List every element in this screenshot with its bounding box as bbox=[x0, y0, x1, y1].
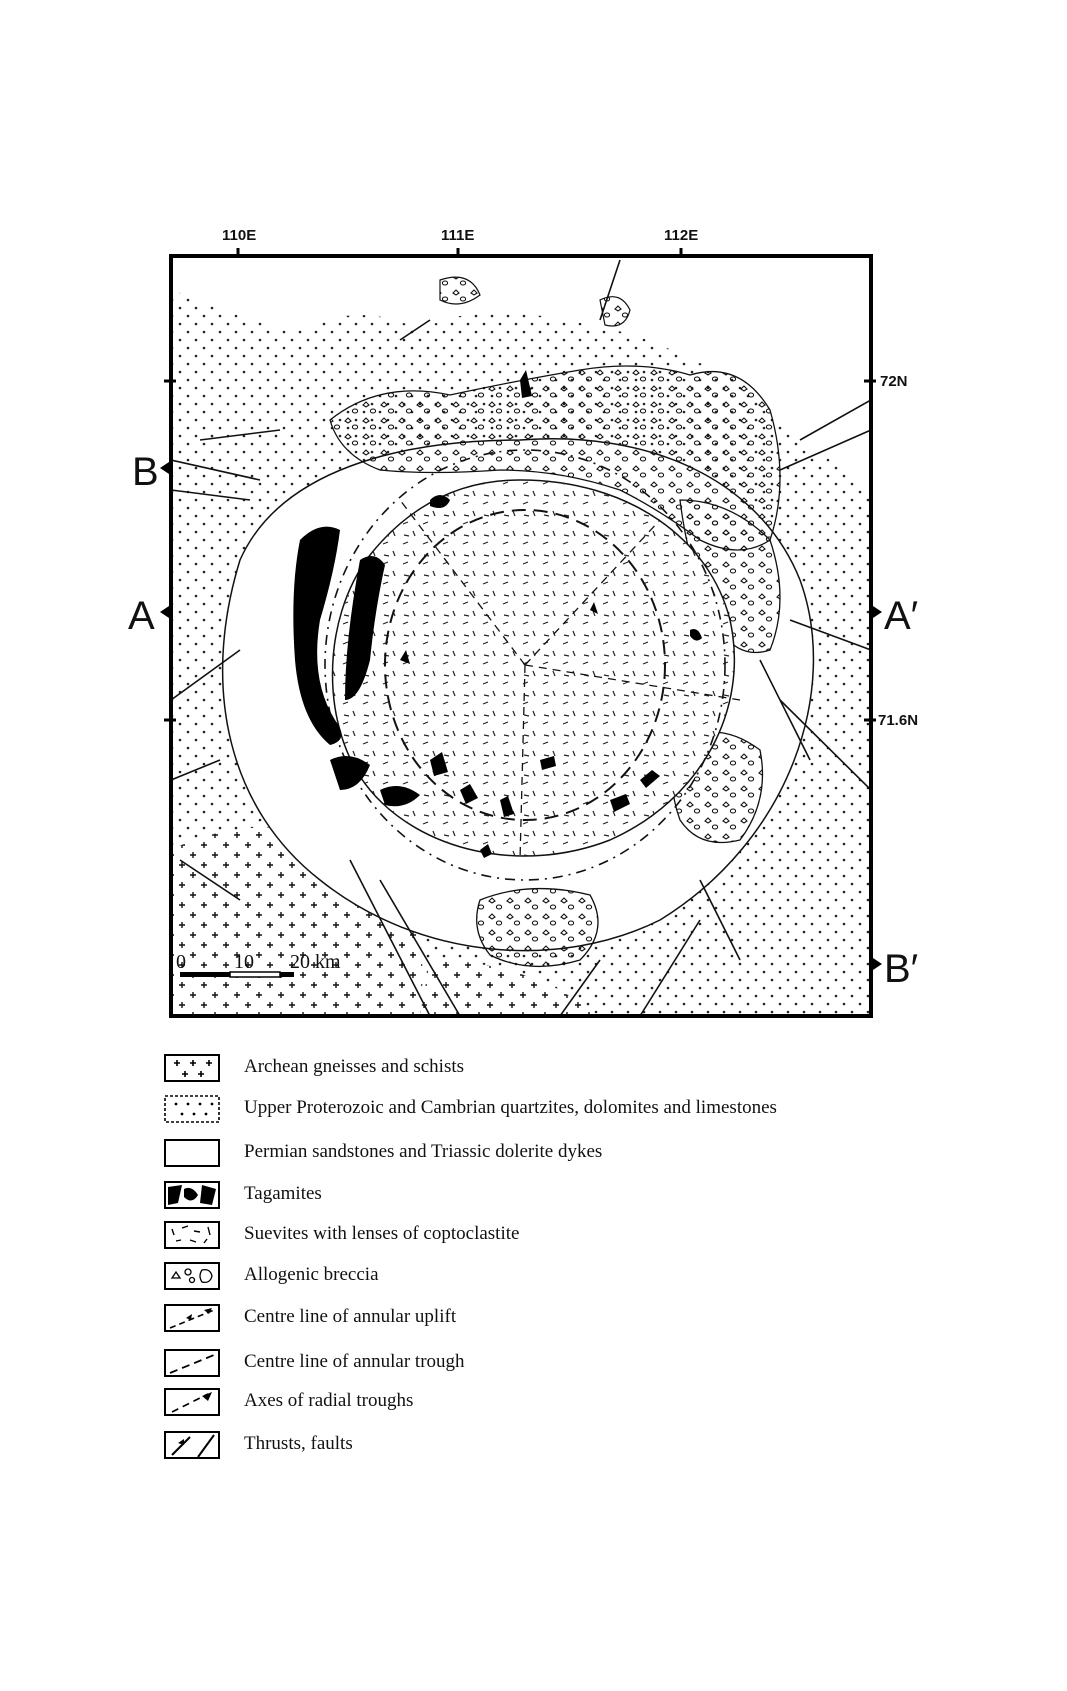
breccia-swatch-icon bbox=[164, 1262, 220, 1290]
scale-tick-0: 0 bbox=[176, 951, 186, 973]
breccia-south bbox=[477, 889, 598, 967]
archean-swatch-icon bbox=[164, 1054, 220, 1082]
lon-label-112: 112E bbox=[664, 227, 699, 244]
legend-label-breccia: Allogenic breccia bbox=[244, 1264, 379, 1285]
legend-label-uplift: Centre line of annular uplift bbox=[244, 1306, 457, 1327]
legend-item-trough bbox=[164, 1348, 465, 1378]
legend-item-breccia bbox=[164, 1261, 379, 1291]
permian-swatch-icon bbox=[164, 1139, 220, 1167]
legend-label-faults: Thrusts, faults bbox=[244, 1433, 353, 1454]
uplift-swatch-icon bbox=[164, 1304, 220, 1332]
longitude-graticule bbox=[222, 227, 698, 258]
legend-item-tagamites bbox=[164, 1180, 322, 1210]
faults-swatch-icon bbox=[164, 1431, 220, 1459]
legend-label-trough: Centre line of annular trough bbox=[244, 1351, 465, 1372]
tagamites-swatch-icon bbox=[164, 1181, 220, 1209]
proterozoic-swatch-icon bbox=[164, 1095, 220, 1123]
legend-label-radial: Axes of radial troughs bbox=[244, 1390, 414, 1411]
legend-item-faults bbox=[164, 1430, 353, 1460]
legend-item-suevites bbox=[164, 1220, 520, 1250]
lat-label-71-6: 71.6N bbox=[878, 712, 919, 729]
legend-label-suevites: Suevites with lenses of coptoclastite bbox=[244, 1223, 520, 1244]
lon-label-111: 111E bbox=[441, 227, 475, 244]
scale-tick-20km: 20 km bbox=[290, 951, 341, 973]
legend-item-radial bbox=[164, 1387, 414, 1417]
legend-label-proterozoic: Upper Proterozoic and Cambrian quartzites, dolomites and limestones bbox=[244, 1097, 777, 1118]
suevites-swatch-icon bbox=[164, 1221, 220, 1249]
section-label-b-right: B′ bbox=[884, 947, 919, 991]
lon-label-110: 110E bbox=[222, 227, 257, 244]
legend-label-tagamites: Tagamites bbox=[244, 1183, 322, 1204]
legend-item-proterozoic bbox=[164, 1094, 777, 1124]
radial-swatch-icon bbox=[164, 1388, 220, 1416]
legend-label-archean: Archean gneisses and schists bbox=[244, 1056, 465, 1077]
trough-swatch-icon bbox=[164, 1349, 220, 1377]
legend-item-uplift bbox=[164, 1303, 457, 1333]
lat-label-72: 72N bbox=[880, 373, 908, 390]
legend-label-permian: Permian sandstones and Triassic dolerite dykes bbox=[244, 1141, 603, 1162]
scale-tick-10: 10 bbox=[234, 951, 254, 973]
section-label-b-left: B bbox=[132, 450, 159, 494]
section-label-a-right: A′ bbox=[884, 594, 919, 638]
legend-item-permian bbox=[164, 1138, 603, 1168]
legend-item-archean bbox=[164, 1053, 465, 1083]
section-label-a-left: A bbox=[128, 594, 155, 638]
